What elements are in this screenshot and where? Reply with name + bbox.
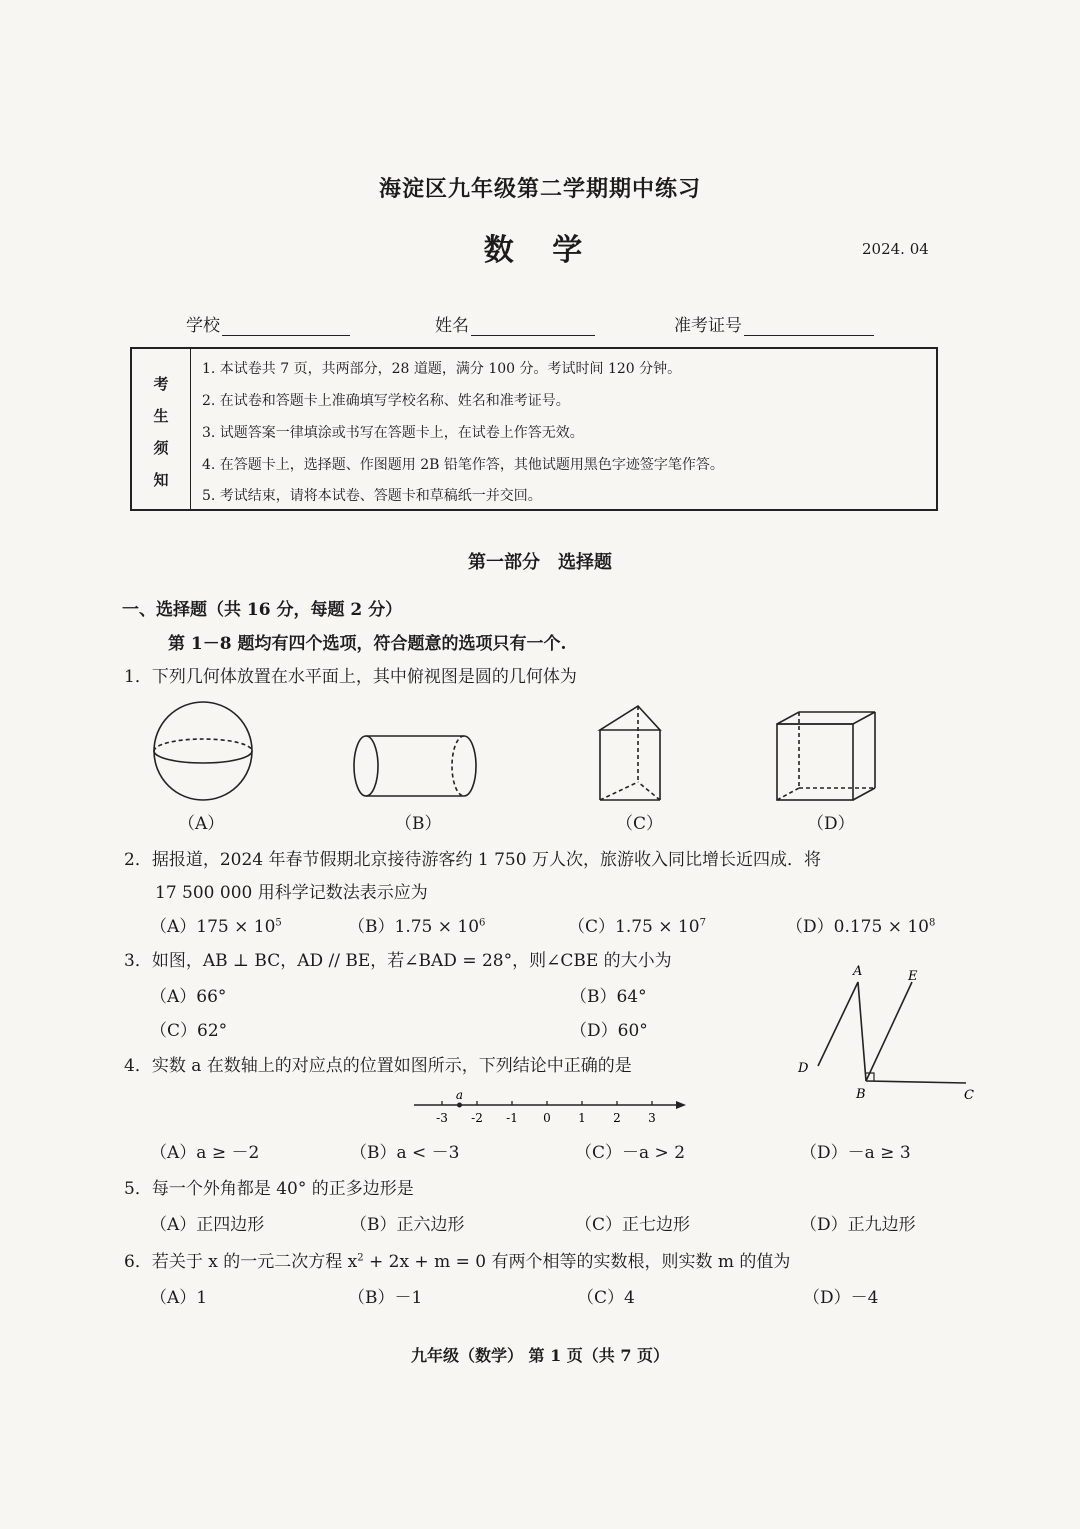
option-label: （A）: [150, 917, 197, 937]
exam-id-label: 准考证号: [674, 316, 742, 336]
notice-char: 须: [153, 439, 169, 457]
option-mantissa: 1.75 × 10: [615, 917, 700, 937]
sphere-figure: [154, 702, 252, 800]
number-line-tick-label: 1: [578, 1111, 586, 1125]
q1-solids-figure: [140, 700, 940, 810]
q1-option-c[interactable]: （C）: [616, 814, 664, 834]
candidate-notice-box: [130, 347, 938, 511]
exam-id-field[interactable]: [674, 311, 874, 336]
q4-stem: 4．实数 a 在数轴上的对应点的位置如图所示，下列结论中正确的是: [124, 1056, 632, 1076]
q5-option-c[interactable]: （C）正七边形: [575, 1215, 691, 1235]
q4-option-d[interactable]: （D）－a ≥ 3: [800, 1143, 911, 1163]
notice-item: 5. 考试结束，请将本试卷、答题卡和草稿纸一并交回。: [202, 488, 542, 504]
q3-option-b[interactable]: （B）64°: [570, 987, 647, 1007]
exam-title: 海淀区九年级第二学期期中练习: [378, 176, 701, 202]
q5-stem: 5．每一个外角都是 40° 的正多边形是: [124, 1179, 414, 1199]
notice-item: 3. 试题答案一律填涂或书写在答题卡上，在试卷上作答无效。: [202, 425, 584, 441]
part-one-title: 第一部分 选择题: [468, 552, 612, 573]
q3-stem: 3．如图，AB ⊥ BC，AD // BE，若∠BAD = 28°，则∠CBE 的大小为: [124, 951, 672, 971]
option-label: （B）: [348, 917, 395, 937]
q6-option-c[interactable]: （C）4: [577, 1288, 635, 1308]
point-a-marker: [457, 1103, 462, 1108]
q6-option-a[interactable]: （A）1: [150, 1288, 208, 1308]
section-instruction: 第 1－8 题均有四个选项，符合题意的选项只有一个.: [168, 634, 567, 654]
q6-stem-part: 6．若关于 x 的一元二次方程 x: [124, 1252, 358, 1272]
option-mantissa: 1.75 × 10: [394, 917, 480, 937]
q6-stem: [124, 1247, 790, 1272]
label-a: A: [853, 964, 863, 979]
option-exponent: 7: [699, 917, 706, 929]
label-d: D: [798, 1061, 809, 1076]
notice-item: 4. 在答题卡上，选择题、作图题用 2B 铅笔作答，其他试题用黑色字迹签字笔作答。: [202, 457, 724, 473]
option-exponent: 5: [275, 917, 282, 929]
segment-ab: [858, 982, 866, 1081]
notice-item: 2. 在试卷和答题卡上准确填写学校名称、姓名和准考证号。: [202, 393, 570, 409]
notice-side-label: [132, 349, 191, 509]
q1-stem: 1．下列几何体放置在水平面上，其中俯视图是圆的几何体为: [124, 667, 577, 687]
option-mantissa: 175 × 10: [196, 917, 276, 937]
cube-figure: [777, 712, 875, 800]
number-line-tick-label: 2: [613, 1111, 621, 1125]
q2-option-c[interactable]: [568, 912, 706, 937]
option-exponent: 6: [479, 917, 486, 929]
segment-bc: [866, 1081, 966, 1083]
page-footer: 九年级（数学） 第 1 页（共 7 页）: [410, 1346, 670, 1365]
q6-exponent: 2: [357, 1252, 364, 1264]
q6-option-b[interactable]: （B）－1: [348, 1288, 423, 1308]
number-line-tick-label: -3: [436, 1111, 448, 1125]
q2-option-d[interactable]: [786, 912, 935, 937]
q4-option-c[interactable]: （C）－a > 2: [575, 1143, 686, 1163]
number-line-tick-label: 0: [543, 1111, 551, 1125]
q2-stem-line1: 2．据报道，2024 年春节假期北京接待游客约 1 750 万人次，旅游收入同比增长近四成．将: [124, 850, 821, 870]
name-blank[interactable]: [471, 317, 595, 336]
option-label: （D）: [786, 917, 834, 937]
label-b: B: [856, 1087, 866, 1102]
label-c: C: [964, 1088, 974, 1103]
cylinder-figure: [354, 736, 476, 796]
q4-number-line: [410, 1086, 700, 1132]
q5-option-d[interactable]: （D）正九边形: [800, 1215, 916, 1235]
number-line-tick-label: -1: [506, 1111, 518, 1125]
q5-option-a[interactable]: （A）正四边形: [150, 1215, 265, 1235]
q1-option-a[interactable]: （A）: [178, 814, 225, 834]
subject-title: 数 学: [483, 233, 597, 268]
section-heading: 一、选择题（共 16 分，每题 2 分）: [122, 600, 403, 620]
q6-stem-part: + 2x + m = 0 有两个相等的实数根，则实数 m 的值为: [363, 1252, 791, 1272]
school-label: 学校: [186, 316, 220, 336]
q1-option-d[interactable]: （D）: [807, 814, 855, 834]
q3-option-c[interactable]: （C）62°: [150, 1021, 228, 1041]
number-line-tick-label: 3: [648, 1111, 656, 1125]
number-line-tick-label: -2: [471, 1111, 483, 1125]
q3-option-a[interactable]: （A）66°: [150, 987, 227, 1007]
q6-option-d[interactable]: （D）－4: [803, 1288, 879, 1308]
name-field[interactable]: [435, 311, 595, 336]
school-field[interactable]: [186, 311, 350, 336]
q2-stem-line2: 17 500 000 用科学记数法表示应为: [155, 883, 428, 903]
q2-option-a[interactable]: [150, 912, 282, 937]
notice-char: 知: [153, 471, 169, 489]
point-a-label: a: [455, 1088, 464, 1102]
school-blank[interactable]: [222, 317, 350, 336]
notice-char: 生: [153, 407, 169, 425]
q4-option-a[interactable]: （A）a ≥ －2: [150, 1143, 260, 1163]
q1-option-b[interactable]: （B）: [395, 814, 442, 834]
segment-be: [866, 982, 912, 1081]
q4-option-b[interactable]: （B）a < －3: [350, 1143, 460, 1163]
option-exponent: 8: [929, 917, 936, 929]
q3-option-d[interactable]: （D）60°: [570, 1021, 648, 1041]
exam-date: 2024. 04: [862, 240, 929, 258]
q3-angle-figure: [790, 960, 990, 1110]
triangular-prism-figure: [600, 706, 660, 800]
q2-option-b[interactable]: [348, 912, 485, 937]
option-mantissa: 0.175 × 10: [833, 917, 929, 937]
arrow-head-icon: [676, 1101, 686, 1109]
q5-option-b[interactable]: （B）正六边形: [350, 1215, 465, 1235]
option-label: （C）: [568, 917, 616, 937]
exam-id-blank[interactable]: [744, 317, 874, 336]
segment-ad: [818, 982, 858, 1066]
notice-item: 1. 本试卷共 7 页，共两部分，28 道题，满分 100 分。考试时间 120 分钟。: [202, 361, 682, 377]
name-label: 姓名: [435, 316, 469, 336]
notice-char: 考: [153, 375, 169, 393]
label-e: E: [908, 969, 918, 984]
